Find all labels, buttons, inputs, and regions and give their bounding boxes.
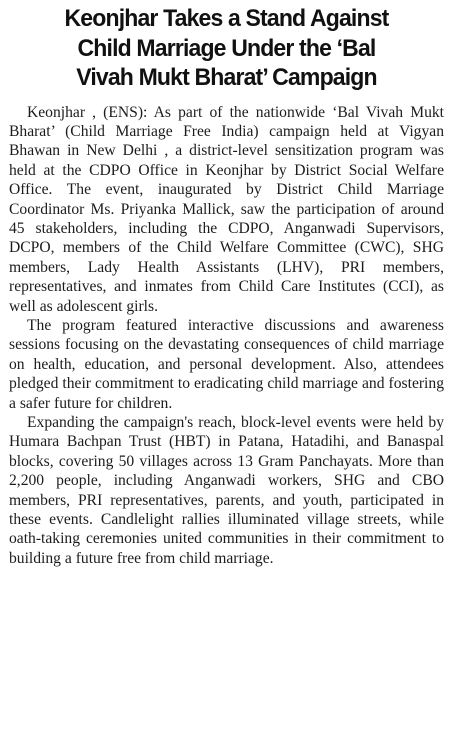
headline-line: Child Marriage Under the ‘Bal <box>77 34 376 62</box>
headline-line: Vivah Mukt Bharat’ Campaign <box>76 64 377 91</box>
article-paragraph: Expanding the campaign's reach, block-level events were held by Humara Bachpan Trust (HBT) in Patana, Hatadihi, and Banaspal blocks, covering 50 villages across 13 Gram Panchayats. More than 2,200 people, including Anganwadi workers, SHG and CBO members, PRI representatives, parents, and youth, participated in these events. Candlelight rallies illuminated village streets, while oath-taking ceremonies united communities in their commitment to building a future free from child marriage. <box>9 414 444 567</box>
article-paragraph: Keonjhar , (ENS): As part of the nationwide ‘Bal Vivah Mukt Bharat’ (Child Marriage Free India) campaign held at Vigyan Bhawan in New Delhi , a district-level sensitization program was held at the CDPO Office in Keonjhar by District Social Welfare Office. The event, inaugurated by District Child Marriage Coordinator Ms. Priyanka Mallick, saw the participation of around 45 stakeholders, including the CDPO, Anganwadi Supervisors, DCPO, members of the Child Welfare Committee (CWC), SHG members, Lady Health Assistants (LHV), PRI members, representatives, and inmates from Child Care Institutes (CCI), as well as adolescent girls. <box>9 103 444 315</box>
headline-line: Keonjhar Takes a Stand Against <box>64 5 389 32</box>
article-paragraph: The program featured interactive discussions and awareness sessions focusing on the devastating consequences of child marriage on health, education, and personal development. Also, attendees pledged their commitment to eradicating child marriage and fostering a safer future for children. <box>9 316 444 412</box>
article-headline <box>22 4 431 93</box>
article-body <box>9 103 444 569</box>
